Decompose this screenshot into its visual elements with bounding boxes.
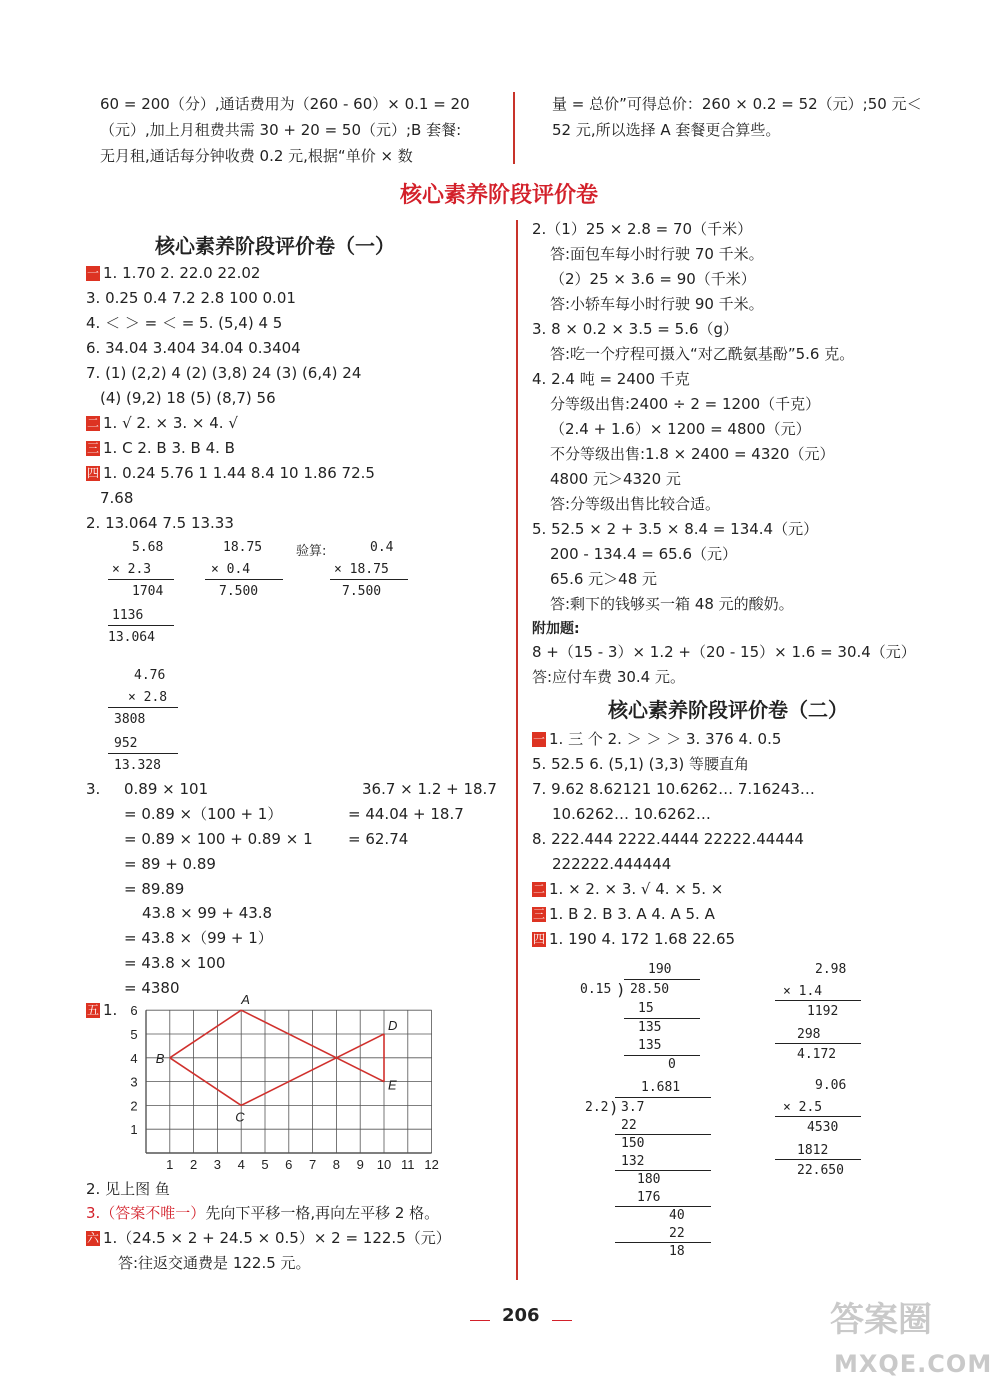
calc-bar: [624, 979, 700, 980]
y-tick-label: 4: [130, 1050, 138, 1066]
text-line: 60 = 200（分）,通话费用为（260 - 60）× 0.1 = 20: [100, 95, 470, 113]
page-number: 206: [502, 1305, 540, 1326]
calc-row: 298: [797, 1027, 821, 1042]
answer-line: 4800 元＞4320 元: [550, 470, 681, 488]
calc-row: 1136: [112, 608, 144, 623]
section-title-2: 核心素养阶段评价卷（二）: [608, 698, 848, 722]
answer-line: 2.（1）25 × 2.8 = 70（千米）: [532, 220, 753, 238]
text-line: 无月租,通话每分钟收费 0.2 元,根据“单价 × 数: [100, 147, 413, 165]
calc-row: 13.064: [108, 630, 155, 645]
y-tick-label: 1: [130, 1122, 138, 1138]
answer-line: [86, 1003, 117, 1018]
x-tick-label: 9: [356, 1157, 364, 1172]
answer-text: 1. √ 2. × 3. × 4. √: [103, 414, 238, 432]
calc-row: × 18.75: [334, 562, 389, 577]
calc-bar: [624, 1055, 700, 1056]
calc-row: × 2.5: [783, 1100, 823, 1115]
answer-line: (4) (9,2) 18 (5) (8,7) 56: [100, 389, 276, 407]
step: = 4380: [124, 979, 180, 997]
answer-text: 1. × 2. × 3. √ 4. × 5. ×: [549, 880, 724, 898]
calc-bar: [775, 1000, 861, 1001]
dividend: 3.7: [621, 1100, 645, 1115]
answer-line: 答:吃一个疗程可摄入“对乙酰氨基酚”5.6 克。: [550, 345, 855, 363]
answer-line: 7.68: [100, 489, 134, 507]
footer-rule-left: [470, 1320, 490, 1321]
answer-line: 2. 见上图 鱼: [86, 1180, 170, 1198]
answer-line: 7. (1) (2,2) 4 (2) (3,8) 24 (3) (6,4) 24: [86, 364, 362, 382]
answer-line: [86, 466, 375, 481]
answer-line: 分等级出售:2400 ÷ 2 = 1200（千克）: [550, 395, 821, 413]
vertical-calc: [775, 962, 870, 1072]
long-division: [580, 962, 710, 1074]
watermark-url: MXQE.COM: [834, 1350, 993, 1378]
calc-bar: [615, 1242, 711, 1243]
calc-row: 0: [668, 1057, 676, 1072]
answer-line: 答:应付车费 30.4 元。: [532, 668, 685, 686]
long-division: [585, 1080, 715, 1265]
answer-text: 1. 1.70 2. 22.0 22.02: [103, 264, 261, 282]
section-tag: 三: [86, 441, 99, 455]
answer-text: 1. C 2. B 3. B 4. B: [103, 439, 235, 457]
answer-line: 答:往返交通费是 122.5 元。: [118, 1254, 311, 1272]
calc-row: × 2.8: [128, 690, 168, 705]
section-tag: 六: [86, 1231, 99, 1245]
divisor: 2.2: [585, 1100, 609, 1115]
section-tag: 一: [86, 266, 99, 280]
watermark-logo: 答案圈: [830, 1300, 932, 1340]
answer-line: 4. ＜ ＞ = ＜ = 5. (5,4) 4 5: [86, 314, 283, 332]
calc-row: 176: [637, 1190, 661, 1205]
footer-rule-right: [552, 1320, 572, 1321]
vertical-calc: [330, 540, 420, 610]
point-label: A: [241, 992, 250, 1008]
calc-row: 5.68: [132, 540, 164, 555]
answer-line: 5. 52.5 × 2 + 3.5 × 8.4 = 134.4（元）: [532, 520, 819, 538]
calc-row: 22.650: [797, 1163, 844, 1178]
answer-text: 1.: [103, 1001, 118, 1019]
answer-line: [532, 932, 735, 947]
calc-bar: [624, 1018, 700, 1019]
calc-row: 132: [621, 1154, 645, 1169]
section-tag: 一: [532, 732, 545, 746]
answer-line: 10.6262… 10.6262…: [552, 805, 711, 823]
x-tick-label: 8: [332, 1157, 341, 1172]
point-label: C: [235, 1109, 245, 1125]
answer-text: 1. 0.24 5.76 1 1.44 8.4 10 1.86 72.5: [103, 464, 375, 482]
top-divider: [513, 92, 515, 164]
section-tag: 二: [532, 882, 545, 896]
step: = 62.74: [348, 830, 409, 848]
column-divider: [516, 220, 518, 1280]
answer-line: 6. 34.04 3.404 34.04 0.3404: [86, 339, 301, 357]
answer-line: [86, 266, 260, 281]
calc-row: 1704: [132, 584, 164, 599]
x-tick-label: 3: [213, 1157, 222, 1172]
answer-line: 65.6 元＞48 元: [550, 570, 658, 588]
calc-row: 135: [638, 1020, 662, 1035]
answer-line: 200 - 134.4 = 65.6（元）: [550, 545, 738, 563]
text-line: 量 = 总价”可得总价：260 × 0.2 = 52（元）;50 元＜: [552, 95, 922, 113]
x-tick-label: 11: [401, 1157, 415, 1172]
step: = 0.89 × 100 + 0.89 × 1: [124, 830, 313, 848]
answer-line: 3. 8 × 0.2 × 3.5 = 5.6（g）: [532, 320, 739, 338]
calc-bar: [775, 1116, 861, 1117]
answer-line: 答:剩下的钱够买一箱 48 元的酸奶。: [550, 595, 794, 613]
x-tick-label: 6: [285, 1157, 293, 1172]
check-label: 验算:: [296, 544, 327, 559]
text-line: 52 元,所以选择 A 套餐更合算些。: [552, 121, 781, 139]
answer-line: 4. 2.4 吨 = 2400 千克: [532, 370, 690, 388]
answer-line: 答:小轿车每小时行驶 90 千米。: [550, 295, 764, 313]
step: = 43.8 ×（99 + 1）: [124, 929, 273, 947]
answer-line: [86, 441, 235, 456]
bonus-title: 附加题:: [532, 621, 580, 637]
vertical-calc: [100, 540, 180, 650]
answer-text: 1.（24.5 × 2 + 24.5 × 0.5）× 2 = 122.5（元）: [103, 1229, 451, 1247]
calc-bar: [775, 1043, 861, 1044]
section-title-1: 核心素养阶段评价卷（一）: [155, 234, 395, 258]
calc-row: 9.06: [815, 1078, 847, 1093]
calc-row: 7.500: [219, 584, 259, 599]
answer-line: 答:分等级出售比较合适。: [550, 495, 721, 513]
step: = 89.89: [124, 880, 185, 898]
calc-bar: [615, 1206, 711, 1207]
y-tick-label: 5: [130, 1027, 138, 1042]
point-label: E: [388, 1077, 397, 1093]
calc-row: 15: [638, 1001, 654, 1016]
vertical-calc: [205, 540, 290, 610]
main-title: 核心素养阶段评价卷: [400, 183, 599, 208]
calc-row: 22: [621, 1118, 637, 1133]
y-tick-label: 2: [130, 1098, 138, 1114]
calc-row: 4.172: [797, 1047, 837, 1062]
x-tick-label: 2: [189, 1157, 198, 1172]
calc-row: 13.328: [114, 758, 161, 773]
calc-row: 135: [638, 1038, 662, 1053]
calc-row: 2.98: [815, 962, 847, 977]
x-tick-label: 5: [261, 1157, 269, 1172]
calc-row: 1812: [797, 1143, 829, 1158]
divisor: 0.15: [580, 982, 612, 997]
dividend: 28.50: [630, 982, 670, 997]
section-tag: 四: [532, 932, 545, 946]
calc-row: 4530: [807, 1120, 839, 1135]
section-tag: 三: [532, 907, 545, 921]
answer-text: 先向下平移一格,再向左平移 2 格。: [205, 1204, 440, 1222]
quotient: 1.681: [641, 1080, 681, 1095]
step: = 44.04 + 18.7: [348, 805, 464, 823]
calc-row: 7.500: [342, 584, 382, 599]
step: 0.89 × 101: [124, 780, 209, 798]
point-label: D: [388, 1018, 398, 1033]
coordinate-grid: [118, 992, 448, 1175]
x-tick-label: 10: [376, 1157, 392, 1172]
point-label: B: [155, 1050, 165, 1066]
calc-bar: [108, 707, 178, 708]
calc-bar: [615, 1134, 711, 1135]
answer-line: [86, 1231, 451, 1246]
vertical-calc: [108, 668, 188, 778]
calc-row: × 1.4: [783, 984, 823, 999]
calc-row: × 0.4: [211, 562, 251, 577]
answer-line: 5. 52.5 6. (5,1) (3,3) 等腰直角: [532, 755, 749, 773]
answer-line: 8. 222.444 2222.4444 22222.44444: [532, 830, 804, 848]
calc-row: 952: [114, 736, 138, 751]
calc-row: 3808: [114, 712, 146, 727]
section-tag: 五: [86, 1003, 99, 1017]
question-number: 3.: [86, 780, 101, 798]
answer-line: 答:面包车每小时行驶 70 千米。: [550, 245, 764, 263]
calc-bar: [108, 753, 178, 754]
answer-text: 1. B 2. B 3. A 4. A 5. A: [549, 905, 715, 923]
answer-text: 1. 三 个 2. ＞ ＞ ＞ 3. 376 4. 0.5: [549, 730, 782, 748]
division-bracket: ): [616, 980, 626, 999]
step: = 43.8 × 100: [124, 954, 226, 972]
calc-bar: [615, 1170, 711, 1171]
calc-row: 18.75: [223, 540, 263, 555]
step: 43.8 × 99 + 43.8: [142, 904, 273, 922]
vertical-calc: [775, 1078, 870, 1188]
x-tick-label: 1: [166, 1157, 174, 1172]
calc-row: 4.76: [134, 668, 166, 683]
answer-line: 3. 0.25 0.4 7.2 2.8 100 0.01: [86, 289, 296, 307]
calc-row: 150: [621, 1136, 645, 1151]
answer-line: 7. 9.62 8.62121 10.6262… 7.16243…: [532, 780, 815, 798]
answer-line: （2）25 × 3.6 = 90（千米）: [550, 270, 756, 288]
step: 36.7 × 1.2 + 18.7: [362, 780, 497, 798]
note-tag: 3.（答案不唯一）: [86, 1204, 206, 1222]
answer-line: 8 +（15 - 3）× 1.2 +（20 - 15）× 1.6 = 30.4（元）: [532, 643, 916, 661]
answer-line: [532, 882, 723, 897]
answer-line: 不分等级出售:1.8 × 2400 = 4320（元）: [550, 445, 835, 463]
x-tick-label: 7: [308, 1157, 317, 1172]
answer-line: [532, 732, 781, 747]
calc-bar: [775, 1159, 861, 1160]
calc-bar: [330, 579, 408, 580]
y-tick-label: 6: [130, 1003, 138, 1019]
y-tick-label: 3: [130, 1074, 138, 1090]
calc-row: 180: [637, 1172, 661, 1187]
x-tick-label: 12: [424, 1157, 439, 1172]
quotient: 190: [648, 962, 672, 977]
x-tick-label: 4: [237, 1157, 245, 1172]
text-line: （元）,加上月租费共需 30 + 20 = 50（元）;B 套餐:: [100, 121, 462, 139]
calc-row: 22: [669, 1226, 685, 1241]
calc-bar: [615, 1097, 711, 1098]
calc-bar: [108, 579, 174, 580]
section-tag: 四: [86, 466, 99, 480]
division-bracket: ): [609, 1098, 619, 1117]
step: = 0.89 ×（100 + 1）: [124, 805, 283, 823]
answer-line: 2. 13.064 7.5 13.33: [86, 514, 234, 532]
calc-row: 1192: [807, 1004, 839, 1019]
answer-line: [86, 416, 238, 431]
answer-line: [532, 907, 715, 922]
step: = 89 + 0.89: [124, 855, 216, 873]
calc-bar: [205, 579, 283, 580]
answer-line: [86, 1206, 439, 1221]
calc-bar: [108, 625, 174, 626]
calc-row: 40: [669, 1208, 685, 1223]
section-tag: 二: [86, 416, 99, 430]
calc-row: × 2.3: [112, 562, 152, 577]
answer-text: 1. 190 4. 172 1.68 22.65: [549, 930, 736, 948]
calc-row: 18: [669, 1244, 685, 1259]
answer-line: （2.4 + 1.6）× 1200 = 4800（元）: [550, 420, 811, 438]
answer-line: 222222.444444: [552, 855, 672, 873]
calc-row: 0.4: [370, 540, 394, 555]
